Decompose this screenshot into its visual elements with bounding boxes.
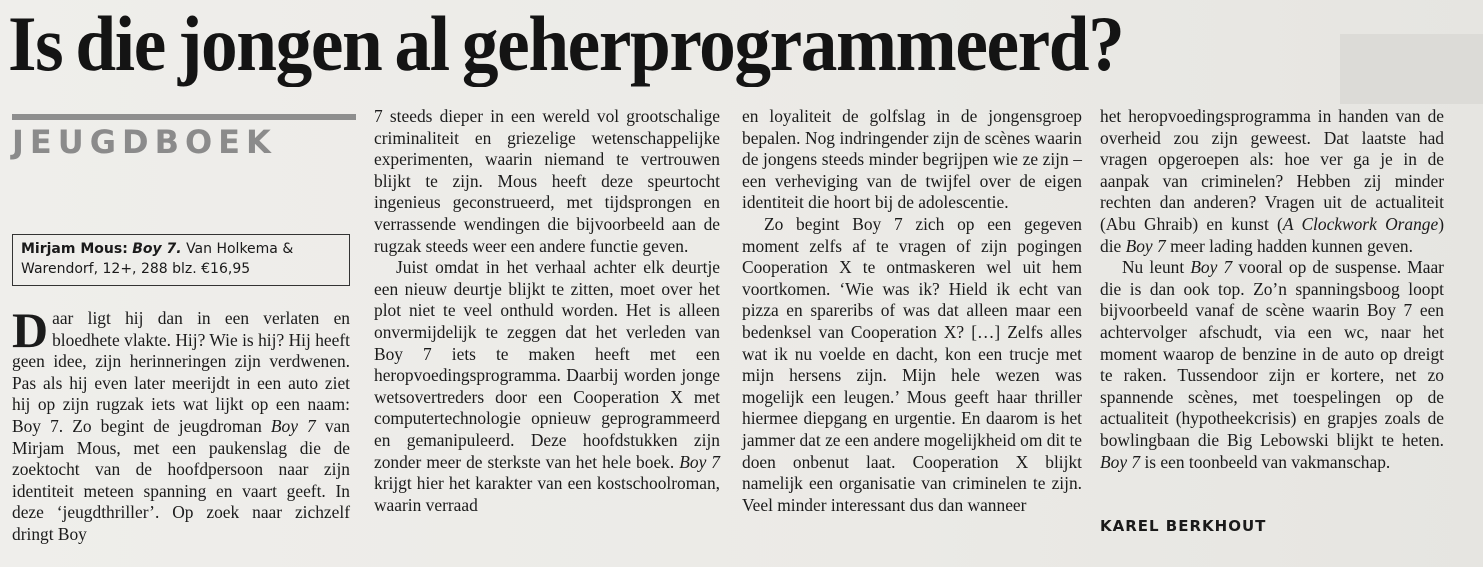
col4-book-title-2: Boy 7 [1190,257,1233,278]
col4-p1-start: het heropvoedingsprogramma in handen van de overheid zou zijn geweest. Dat laatste had vragen opgeroepen als: hoe ver ga je in de aanpak van criminelen? Hebben zij minder rechten dan anderen? Vragen uit de actualiteit (Abu Ghraib) en kunst ( [1100,106,1444,234]
col2-paragraph-1: 7 steeds dieper in een wereld vol grootschalige criminaliteit en griezelige wetenschappelijke experimenten, waarin niemand te vertrouwen blijkt te zijn. Mous heeft deze speurtocht ingenieus geconstrueerd, met tijdsprongen en verrassende wendingen die bijvoorbeeld aan de rugzak steeds weer een andere functie geven. [374,106,720,256]
column-1 [12,302,350,546]
col4-p2-end: is een toonbeeld van vakmanschap. [1144,451,1391,472]
col1-book-title: Boy 7 [270,415,316,436]
byline: KAREL BERKHOUT [1100,517,1267,535]
section-rule [12,114,356,120]
dropcap: D [12,302,49,358]
adjacent-article-shadow [1340,34,1483,104]
col2-paragraph-2 [374,257,720,516]
col4-book-title-1: Boy 7 [1125,235,1166,256]
column-2 [374,106,720,516]
col2-p2-end: krijgt hier het karakter van een kostschoolroman, waarin verraad [374,473,720,515]
col4-paragraph-1 [1100,106,1444,257]
col4-paragraph-2 [1100,257,1444,473]
col3-paragraph-1: en loyaliteit de golfslag in de jongensgroep bepalen. Nog indringender zijn de scènes waarin de jongens steeds minder begrijpen wie ze zijn – een verheviging van de twijfel over de eigen identiteit die hoort bij de adolescentie. [742,106,1082,213]
col4-book-title-3: Boy 7 [1100,451,1141,472]
col4-clockwork-title: A Clockwork Orange [1282,213,1439,234]
col2-p2-start: Juist omdat in het verhaal achter elk deurtje een nieuw deurtje blijkt te zitten, moet over het plot niet te veel onthuld worden. Het is alleen onvermijdelijk te zeggen dat het verleden van Boy 7 iets te maken heeft met een heropvoedingsprogramma. Daarbij worden jonge wetsovertreders door een Cooperation X met computertechnologie opnieuw geprogrammeerd en gemanipuleerd. Deze hoofdstukken zijn zonder meer de sterkste van het hele boek. [374,257,720,472]
headline: Is die jongen al geherprogrammeerd? [8,0,1124,87]
book-author: Mirjam Mous: [21,241,128,257]
col4-p2-mid: vooral op de suspense. Maar die is dan ook top. Zo’n spanningsboog loopt bijvoorbeeld vanaf de scène waarin Boy 7 een achtervolger afschudt, via een wc, naar het moment waarop de benzine in de auto op dreigt te raken. Tussendoor zijn er kortere, net zo spannende scènes, met toespelingen op de actualiteit (hypotheekcrisis) en grapjes zoals de bowlingbaan die Big Lebowski blijkt te heten. [1100,257,1444,450]
column-3 [742,106,1082,516]
col4-p1-end: meer lading hadden kunnen geven. [1170,235,1413,256]
col3-paragraph-2: Zo begint Boy 7 zich op een gegeven moment zelfs af te vragen of zijn pogingen Cooperation X te ontmaskeren wel uit hem voortkomen. ‘Wie was ik? Hield ik echt van pizza en spareribs of was dat alleen maar een bedenksel van Cooperation X? […] Zelfs alles wat ik nu voelde en dacht, kon een trucje met mijn hersens zijn. Mijn hele wezen was mogelijk een leugen.’ Mous geeft haar thriller hiermee diepgang en urgentie. En daarom is het jammer dat ze een andere mogelijkheid om dit te doen onbenut laat. Cooperation X blijkt namelijk een organisatie van criminelen te zijn. Veel minder interessant dus dan wanneer [742,213,1082,515]
col1-text-end: van Mirjam Mous, met een paukenslag die de zoektocht van de hoofdpersoon naar zijn identiteit meteen spanning en vaart geeft. In deze ‘jeugdthriller’. Op zoek naar zichzelf dringt Boy [12,415,350,544]
col1-text-start: aar ligt hij dan in een verlaten en bloedhete vlakte. Hij? Wie is hij? Hij heeft geen idee, zijn herinneringen zijn verdwenen. Pas als hij even later meerijdt in een auto ziet hij op zijn rugzak iets wat lijkt op een naam: Boy 7. Zo begint de jeugdroman [12,308,350,436]
book-title: Boy 7. [132,241,182,257]
book-info-box [12,234,350,286]
book-publisher-details: Van Holkema & Warendorf, 12+, 288 blz. €16,95 [21,241,294,277]
col4-p2-start: Nu leunt [1122,257,1185,278]
col4-p1-mid: ) die [1100,213,1445,256]
col2-book-title: Boy 7 [679,451,721,472]
section-label: JEUGDBOEK [12,123,277,161]
column-4 [1100,106,1444,473]
